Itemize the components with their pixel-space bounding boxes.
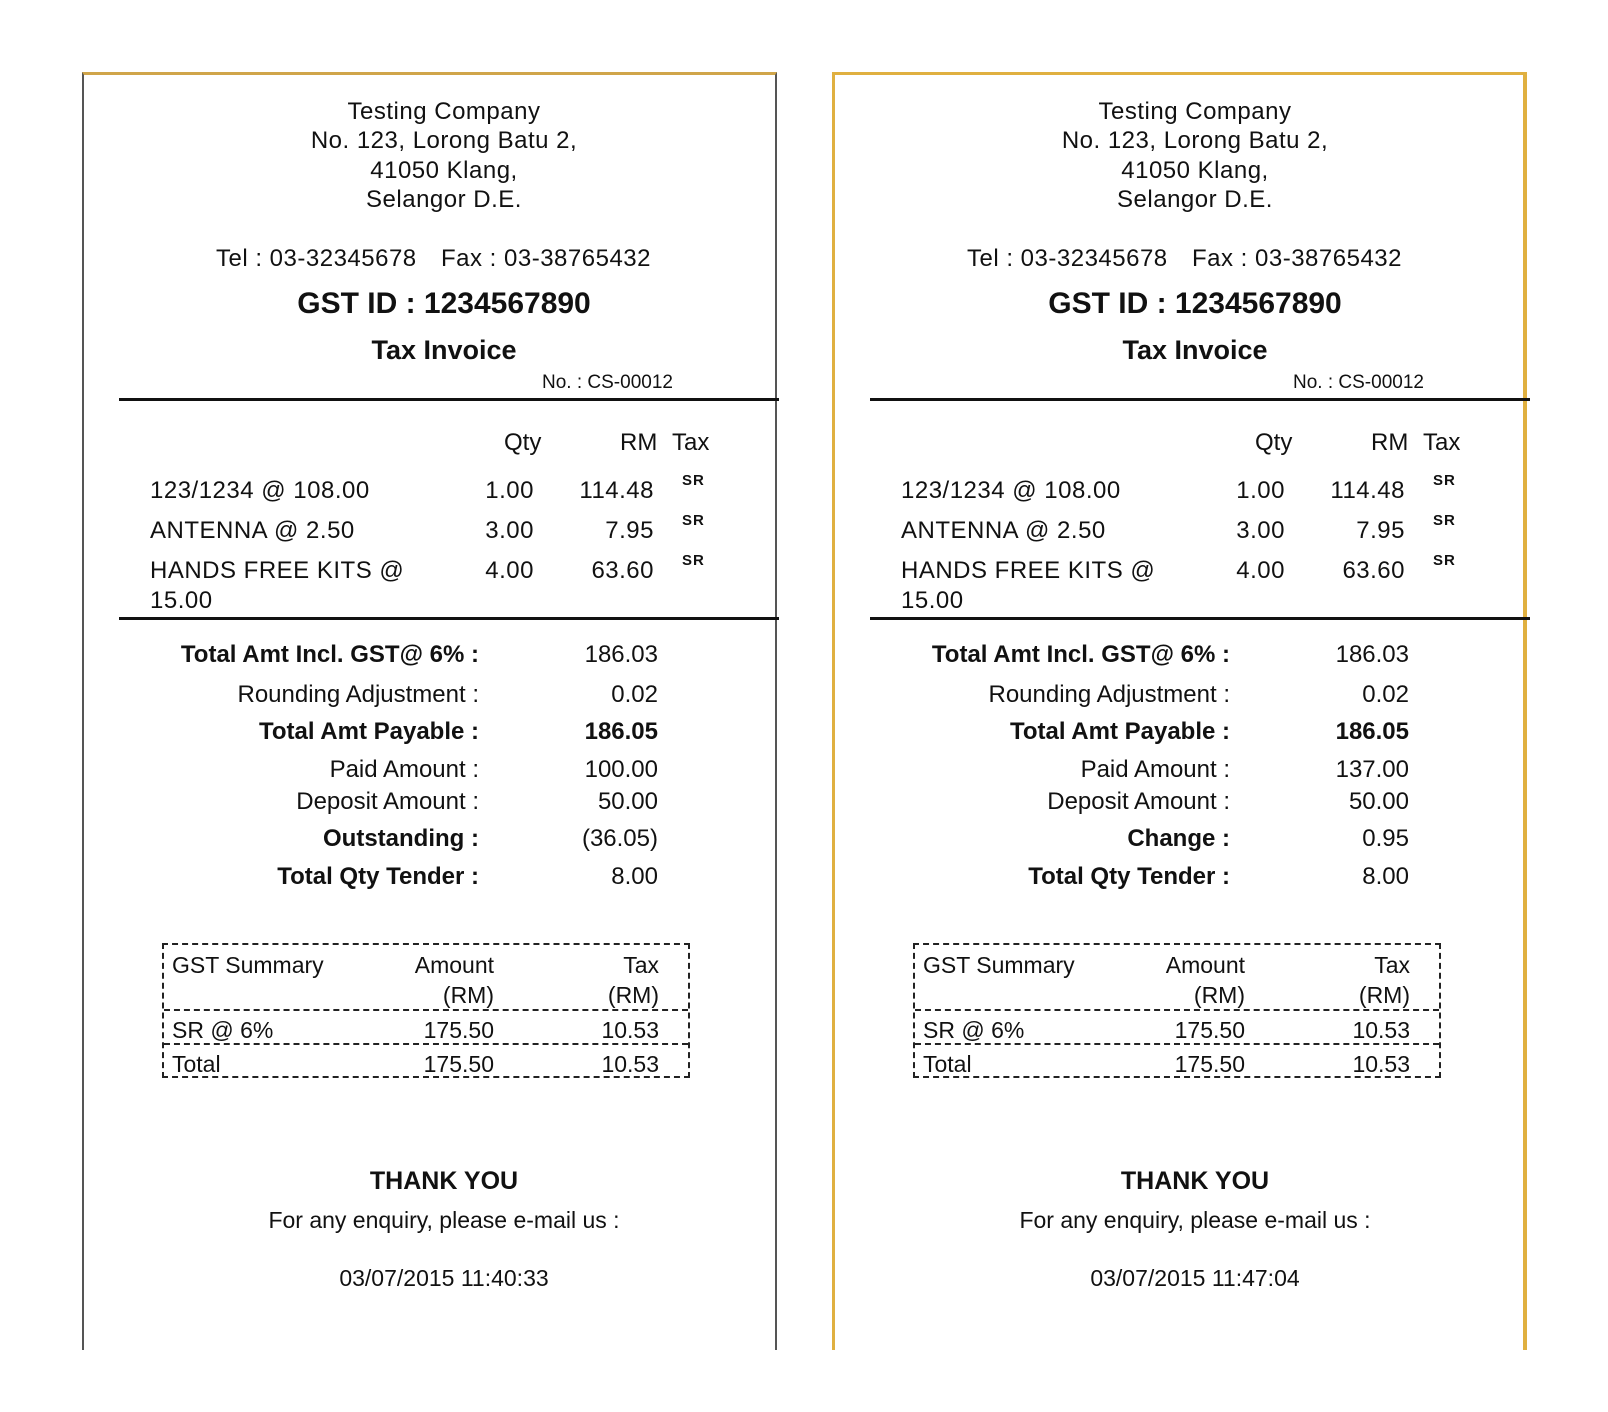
total-incl-gst-value: 186.03 [584, 641, 658, 668]
company-address-line2: 41050 Klang, [370, 157, 518, 184]
item-description: HANDS FREE KITS @ [150, 557, 405, 584]
column-tax: Tax [672, 429, 710, 456]
receipt-datetime: 03/07/2015 11:47:04 [1090, 1265, 1300, 1291]
company-address-line1: No. 123, Lorong Batu 2, [310, 127, 578, 154]
column-tax: Tax [1423, 429, 1461, 456]
total-payable-label: Total Amt Payable : [258, 718, 479, 745]
item-description-continued: 15.00 [150, 587, 213, 614]
item-qty: 1.00 [485, 477, 534, 504]
rounding-value: 0.02 [611, 681, 658, 708]
company-name: Testing Company [1098, 98, 1292, 125]
rounding-label: Rounding Adjustment : [237, 681, 479, 708]
gst-row-amount: 175.50 [423, 1017, 494, 1043]
deposit-amount-label: Deposit Amount : [1047, 788, 1230, 815]
gst-total-tax: 10.53 [601, 1051, 659, 1077]
item-qty: 4.00 [1236, 557, 1285, 584]
gst-row-amount: 175.50 [1174, 1017, 1245, 1043]
gst-tax-header: Tax [1374, 952, 1410, 978]
balance-value: (36.05) [581, 825, 658, 852]
total-payable-value: 186.05 [1335, 718, 1409, 745]
header-divider [119, 398, 779, 401]
gst-summary-heading: GST Summary [172, 952, 324, 978]
enquiry-message: For any enquiry, please e-mail us : [1019, 1207, 1371, 1233]
gst-id: GST ID : 1234567890 [1048, 287, 1342, 320]
item-qty: 3.00 [485, 517, 534, 544]
balance-label: Outstanding : [323, 825, 479, 852]
gst-summary-table [162, 943, 690, 1078]
gst-row-tax: 10.53 [601, 1017, 659, 1043]
header-divider [870, 398, 1530, 401]
total-incl-gst-label: Total Amt Incl. GST@ 6% : [180, 641, 479, 668]
column-qty: Qty [1255, 429, 1293, 456]
item-tax-code: SR [682, 472, 705, 489]
gst-amount-unit: (RM) [442, 982, 494, 1008]
gst-row-label: SR @ 6% [172, 1017, 274, 1043]
thank-you-message: THANK YOU [1120, 1167, 1270, 1195]
enquiry-message: For any enquiry, please e-mail us : [268, 1207, 620, 1233]
item-description-continued: 15.00 [901, 587, 964, 614]
gst-summary-heading: GST Summary [923, 952, 1075, 978]
balance-value: 0.95 [1362, 825, 1409, 852]
gst-total-tax: 10.53 [1352, 1051, 1410, 1077]
total-payable-value: 186.05 [584, 718, 658, 745]
item-qty: 4.00 [485, 557, 534, 584]
gst-total-amount: 175.50 [423, 1051, 494, 1077]
item-tax-code: SR [1433, 512, 1456, 529]
gst-tax-unit: (RM) [1358, 982, 1410, 1008]
paid-amount-value: 137.00 [1335, 756, 1409, 783]
column-rm: RM [1371, 429, 1409, 456]
company-fax: Fax : 03-38765432 [1192, 245, 1402, 272]
item-tax-code: SR [682, 512, 705, 529]
paid-amount-label: Paid Amount : [329, 756, 479, 783]
items-divider [119, 617, 779, 620]
item-qty: 1.00 [1236, 477, 1285, 504]
gst-amount-unit: (RM) [1193, 982, 1245, 1008]
total-qty-tender-value: 8.00 [611, 863, 658, 890]
total-qty-tender-label: Total Qty Tender : [1028, 863, 1230, 890]
total-incl-gst-value: 186.03 [1335, 641, 1409, 668]
gst-row-divider [915, 1043, 1439, 1045]
gst-total-label: Total [923, 1051, 972, 1077]
receipt-outstanding [82, 72, 777, 1350]
item-amount: 63.60 [591, 557, 654, 584]
total-payable-label: Total Amt Payable : [1009, 718, 1230, 745]
gst-amount-header: Amount [1165, 952, 1245, 978]
item-description: ANTENNA @ 2.50 [901, 517, 1106, 544]
item-description: 123/1234 @ 108.00 [901, 477, 1121, 504]
total-qty-tender-value: 8.00 [1362, 863, 1409, 890]
items-divider [870, 617, 1530, 620]
receipt-change [832, 72, 1527, 1350]
item-description: HANDS FREE KITS @ [901, 557, 1156, 584]
company-tel: Tel : 03-32345678 [216, 245, 417, 272]
rounding-label: Rounding Adjustment : [988, 681, 1230, 708]
deposit-amount-value: 50.00 [1348, 788, 1409, 815]
gst-row-label: SR @ 6% [923, 1017, 1025, 1043]
gst-row-divider [164, 1043, 688, 1045]
company-name: Testing Company [347, 98, 541, 125]
company-address-line3: Selangor D.E. [1117, 186, 1273, 213]
paid-amount-label: Paid Amount : [1080, 756, 1230, 783]
gst-total-label: Total [172, 1051, 221, 1077]
gst-total-amount: 175.50 [1174, 1051, 1245, 1077]
item-description: ANTENNA @ 2.50 [150, 517, 355, 544]
total-incl-gst-label: Total Amt Incl. GST@ 6% : [931, 641, 1230, 668]
invoice-title: Tax Invoice [371, 335, 517, 365]
deposit-amount-value: 50.00 [597, 788, 658, 815]
total-qty-tender-label: Total Qty Tender : [277, 863, 479, 890]
invoice-number: No. : CS-00012 [1293, 372, 1424, 393]
item-description: 123/1234 @ 108.00 [150, 477, 370, 504]
gst-header-divider [915, 1009, 1439, 1011]
gst-tax-header: Tax [623, 952, 659, 978]
company-address-line3: Selangor D.E. [366, 186, 522, 213]
item-amount: 7.95 [1356, 517, 1405, 544]
company-address-line2: 41050 Klang, [1121, 157, 1269, 184]
paid-amount-value: 100.00 [584, 756, 658, 783]
column-rm: RM [620, 429, 658, 456]
item-amount: 114.48 [579, 477, 654, 504]
rounding-value: 0.02 [1362, 681, 1409, 708]
invoice-number: No. : CS-00012 [542, 372, 673, 393]
gst-tax-unit: (RM) [607, 982, 659, 1008]
item-amount: 7.95 [605, 517, 654, 544]
invoice-title: Tax Invoice [1122, 335, 1268, 365]
column-qty: Qty [504, 429, 542, 456]
company-tel: Tel : 03-32345678 [967, 245, 1168, 272]
item-qty: 3.00 [1236, 517, 1285, 544]
gst-id: GST ID : 1234567890 [297, 287, 591, 320]
gst-amount-header: Amount [414, 952, 494, 978]
balance-label: Change : [1127, 825, 1230, 852]
item-tax-code: SR [1433, 472, 1456, 489]
gst-row-tax: 10.53 [1352, 1017, 1410, 1043]
receipt-datetime: 03/07/2015 11:40:33 [339, 1265, 549, 1291]
item-amount: 63.60 [1342, 557, 1405, 584]
item-tax-code: SR [682, 552, 705, 569]
item-tax-code: SR [1433, 552, 1456, 569]
company-address-line1: No. 123, Lorong Batu 2, [1061, 127, 1329, 154]
item-amount: 114.48 [1330, 477, 1405, 504]
deposit-amount-label: Deposit Amount : [296, 788, 479, 815]
company-fax: Fax : 03-38765432 [441, 245, 651, 272]
gst-summary-table [913, 943, 1441, 1078]
thank-you-message: THANK YOU [369, 1167, 519, 1195]
gst-header-divider [164, 1009, 688, 1011]
